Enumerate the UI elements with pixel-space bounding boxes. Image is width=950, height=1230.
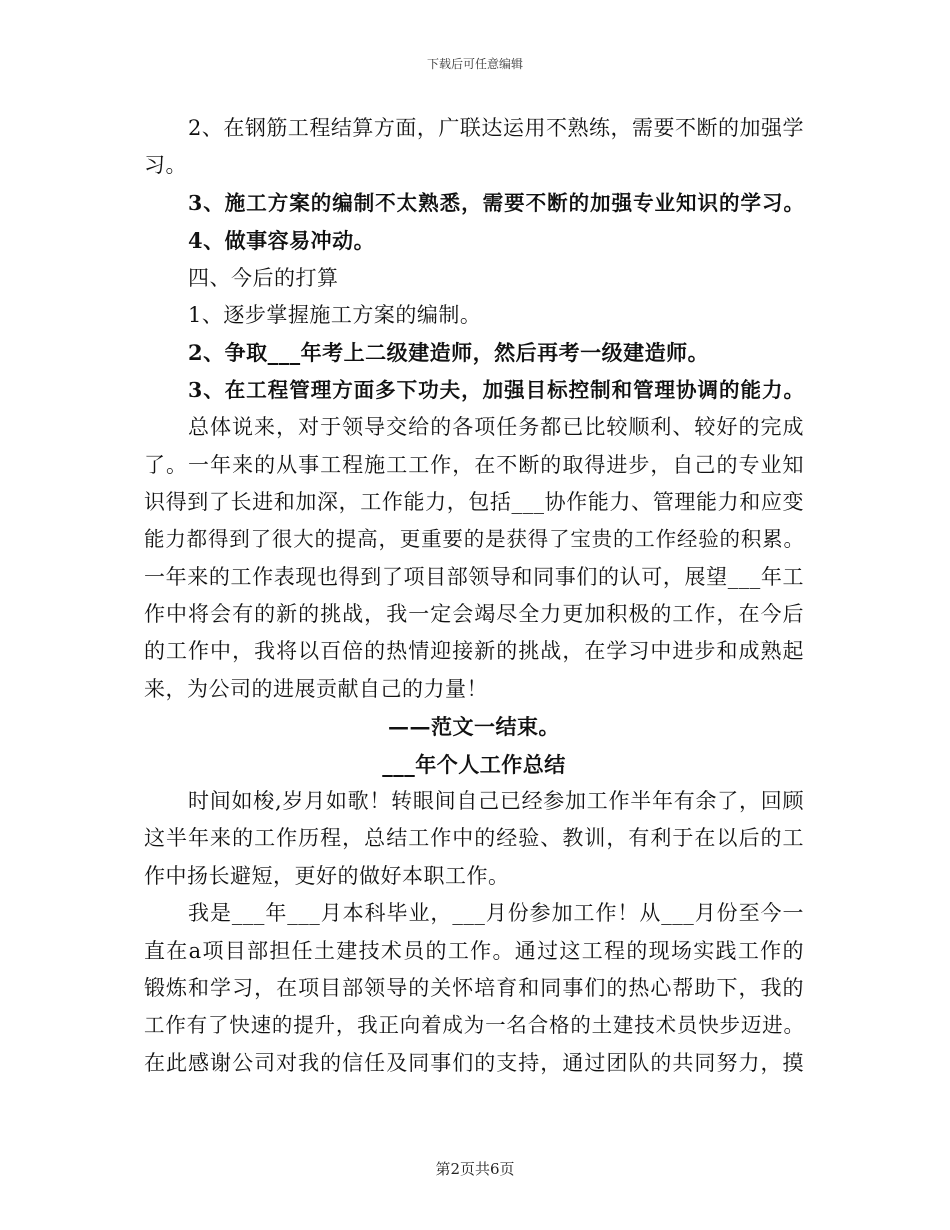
document-title: ___年个人工作总结	[382, 751, 566, 777]
document-body	[144, 110, 804, 1082]
text-line: 识得到了长进和加深，工作能力，包括___协作能力、管理能力和应变	[144, 489, 804, 514]
text-line: 总体说来，对于领导交给的各项任务都已比较顺利、较好的完成	[188, 415, 804, 440]
text-line: 工作有了快速的提升，我正向着成为一名合格的土建技术员快步迈进。	[144, 1013, 804, 1038]
text-line: 3、在工程管理方面多下功夫，加强目标控制和管理协调的能力。	[188, 377, 804, 402]
text-line: 2、在钢筋工程结算方面，广联达运用不熟练，需要不断的加强学	[188, 116, 804, 140]
text-line: 作中将会有的新的挑战，我一定会竭尽全力更加积极的工作，在今后	[144, 602, 804, 627]
section-end-marker: ——范文一结束。	[388, 714, 560, 740]
section-heading: 四、今后的打算	[188, 265, 339, 290]
text-line: 3、施工方案的编制不太熟悉，需要不断的加强专业知识的学习。	[188, 190, 804, 215]
text-line: 习。	[144, 153, 187, 178]
text-line: 这半年来的工作历程，总结工作中的经验、教训，有利于在以后的工	[144, 826, 804, 851]
text-line: 锻炼和学习，在项目部领导的关怀培育和同事们的热心帮助下，我的	[144, 975, 804, 1000]
text-line: 在此感谢公司对我的信任及同事们的支持，通过团队的共同努力，摸	[144, 1050, 804, 1075]
text-line: 一年来的工作表现也得到了项目部领导和同事们的认可，展望___年工	[144, 564, 804, 589]
text-line: 4、做事容易冲动。	[188, 228, 376, 254]
text-line: 直在a项目部担任土建技术员的工作。通过这工程的现场实践工作的	[144, 938, 804, 963]
text-line: 了。一年来的从事工程施工工作，在不断的取得进步，自己的专业知	[144, 452, 804, 477]
text-line: 作中扬长避短，更好的做好本职工作。	[144, 863, 510, 888]
text-line: 能力都得到了很大的提高，更重要的是获得了宝贵的工作经验的积累。	[144, 527, 804, 552]
text-line: 时间如梭,岁月如歌！转眼间自己已经参加工作半年有余了，回顾	[188, 789, 804, 814]
text-line: 我是___年___月本科毕业，___月份参加工作！从___月份至今一	[188, 901, 804, 926]
page-header: 下载后可任意编辑	[426, 57, 523, 71]
text-line: 1、逐步掌握施工方案的编制。	[188, 302, 482, 327]
text-line: 来，为公司的进展贡献自己的力量！	[144, 676, 488, 701]
text-line: 2、争取___年考上二级建造师，然后再考一级建造师。	[188, 340, 710, 366]
page-number: 第2页共6页	[435, 1160, 515, 1178]
text-line: 的工作中，我将以百倍的热情迎接新的挑战，在学习中进步和成熟起	[144, 639, 804, 664]
